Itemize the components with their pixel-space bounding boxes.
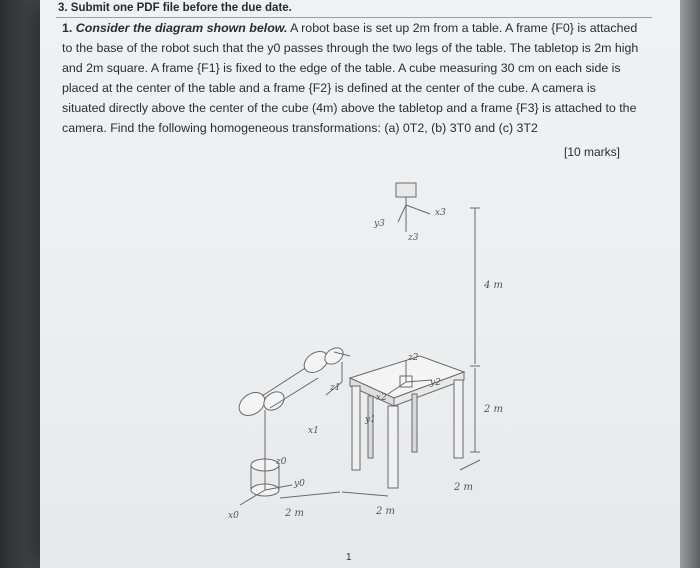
- instructions-header: 3. Submit one PDF file before the due date.: [58, 2, 292, 14]
- question-lead: Consider the diagram shown below.: [75, 21, 288, 35]
- camera-height-label: 4 m: [484, 280, 504, 291]
- robot-upper-arm: [262, 365, 310, 396]
- robot-table-diagram: [40, 0, 680, 568]
- base-distance-line: [280, 492, 340, 498]
- x1-label: x1: [308, 426, 319, 436]
- question-body: A robot base is set up 2m from a table. A frame {F0} is attached to the base of the robot such that the y0 passes through the two legs of the table. The tabletop is 2m high and 2m square. A frame {F1} is fixed to the edge of the table. A cube measuring 30 cm on each side is placed at the center of the table and a frame {F2} is defined at the center of the cube. A camera is situated directly above the center of the cube (4m) above the tabletop and a frame {F3} is attached to the camera. Find the following homogeneous transformations: (a) 0T2, (b) 3T0 and (c) 3T2: [62, 21, 639, 135]
- y2-label: y2: [430, 378, 441, 388]
- marks-label: [10 marks]: [564, 145, 621, 159]
- y3-label: y3: [374, 219, 385, 229]
- camera-body: [396, 183, 416, 197]
- z1-label: z1: [330, 383, 341, 393]
- table-leg-back-right: [454, 380, 463, 458]
- table-width-label: 2 m: [376, 506, 396, 517]
- x2-label: x2: [376, 393, 387, 403]
- z2-label: z2: [408, 353, 419, 363]
- left-background: [0, 0, 40, 568]
- x0-label: x0: [228, 511, 239, 521]
- z3-label: z3: [408, 233, 419, 243]
- table-leg-front-right: [388, 406, 398, 488]
- question-number: 1.: [62, 21, 73, 35]
- page-number: 1: [346, 552, 352, 563]
- y1-label: y1: [365, 415, 376, 425]
- table-depth-line: [460, 460, 480, 470]
- base-distance-label: 2 m: [285, 508, 305, 519]
- z0-label: z0: [276, 457, 287, 467]
- x3-label: x3: [435, 208, 446, 218]
- y0-label: y0: [294, 479, 305, 489]
- paper-sheet: [40, 0, 680, 568]
- table-leg-front-left: [352, 386, 360, 470]
- x3-axis: [406, 205, 430, 214]
- right-background: [680, 0, 700, 568]
- table-depth-label: 2 m: [454, 482, 474, 493]
- table-height-label: 2 m: [484, 404, 504, 415]
- y3-axis: [398, 205, 406, 222]
- table-width-line: [342, 492, 388, 496]
